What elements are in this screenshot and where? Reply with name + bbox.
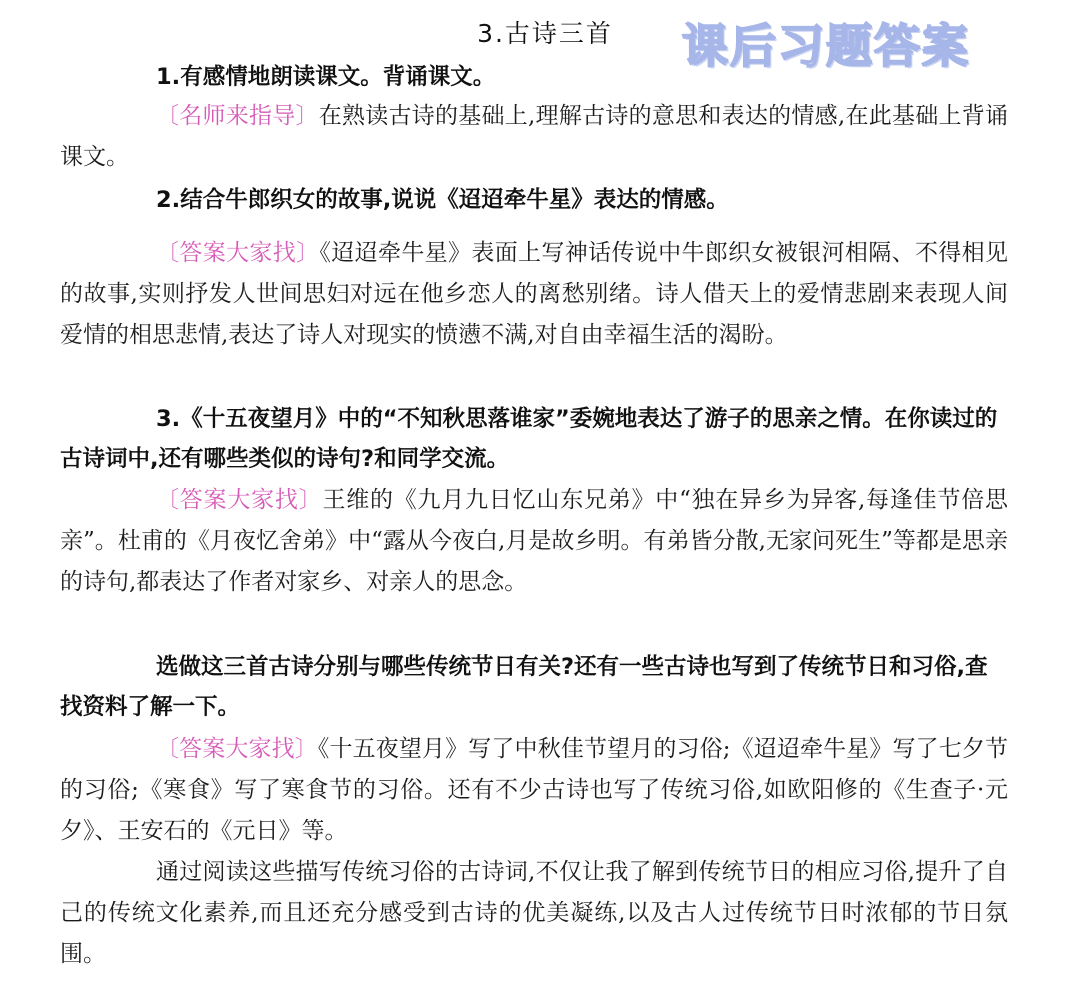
question-2: 2.结合牛郎织女的故事,说说《迢迢牵牛星》表达的情感。 <box>156 187 729 213</box>
answer-tag: 〔名师来指导〕 <box>156 103 319 129</box>
answer-4 <box>60 729 1008 852</box>
answer-tag: 〔答案大家找〕 <box>156 736 318 762</box>
page-title: 3.古诗三首 <box>477 19 613 48</box>
question-3: 3.《十五夜望月》中的“不知秋思落谁家”委婉地表达了游子的思亲之情。在你读过的古诗词中,还有哪些类似的诗句?和同学交流。 <box>60 406 998 472</box>
answer-text: 《十五夜望月》写了中秋佳节望月的习俗;《迢迢牵牛星》写了七夕节的习俗;《寒食》写了寒食节的习俗。还有不少古诗也写了传统习俗,如欧阳修的《生查子·元夕》、王安石的《元日》等。 <box>60 736 1009 844</box>
answer-3 <box>60 480 1008 603</box>
answer-tag: 〔答案大家找〕 <box>156 240 320 266</box>
question-optional: 选做这三首古诗分别与哪些传统节日有关?还有一些古诗也写到了传统节日和习俗,查找资料了解一下。 <box>60 654 988 720</box>
answer-tag: 〔答案大家找〕 <box>156 487 323 513</box>
answer-4-extra: 通过阅读这些描写传统习俗的古诗词,不仅让我了解到传统节日的相应习俗,提升了自己的传统文化素养,而且还充分感受到古诗的优美凝练,以及古人过传统节日时浓郁的节日氛围。 <box>60 859 1008 967</box>
answer-1 <box>60 96 1008 178</box>
answer-text: 在熟读古诗的基础上,理解古诗的意思和表达的情感,在此基础上背诵课文。 <box>60 103 1009 170</box>
answer-text: 王维的《九月九日忆山东兄弟》中“独在异乡为异客,每逢佳节倍思亲”。杜甫的《月夜忆舍弟》中“露从今夜白,月是故乡明。有弟皆分散,无家问死生”等都是思亲的诗句,都表达了作者对家乡、对亲人的思念。 <box>60 487 1008 595</box>
answer-text: 《迢迢牵牛星》表面上写神话传说中牛郎织女被银河相隔、不得相见的故事,实则抒发人世间思妇对远在他乡恋人的离愁别绪。诗人借天上的爱情悲剧来表现人间爱情的相思悲情,表达了诗人对现实的愤懑不满,对自由幸福生活的渴盼。 <box>60 240 1009 348</box>
question-1: 1.有感情地朗读课文。背诵课文。 <box>156 64 496 90</box>
watermark: 课后习题答案 <box>682 19 970 73</box>
answer-2 <box>60 233 1008 356</box>
